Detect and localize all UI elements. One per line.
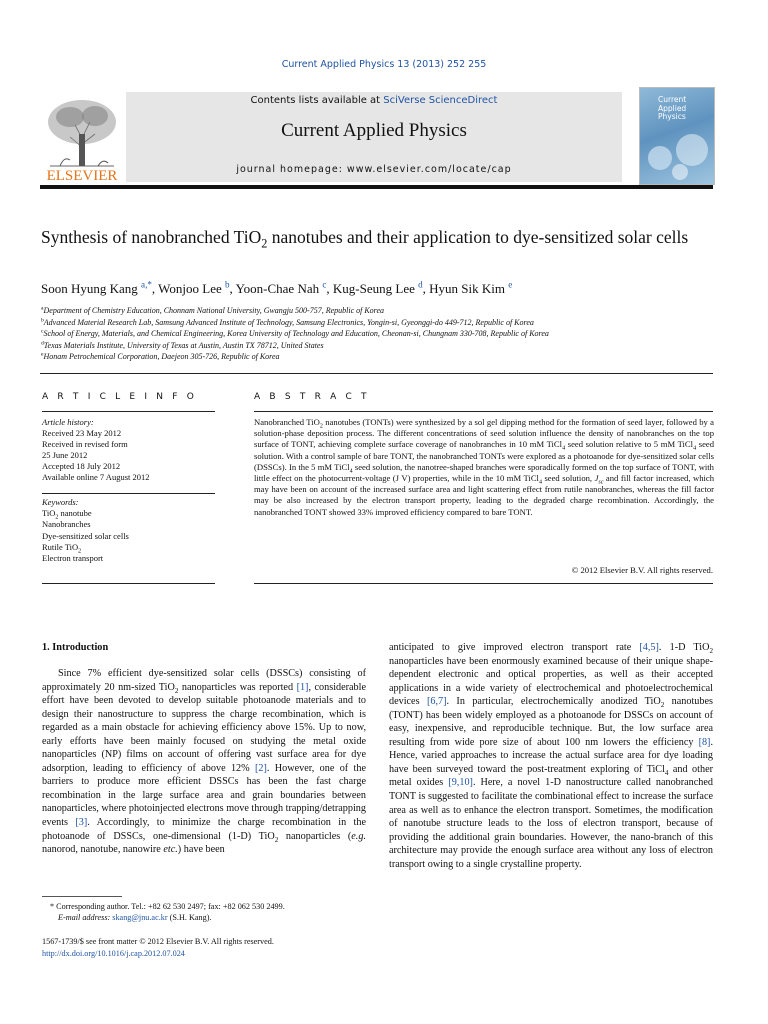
affiliation-mark: b (41, 316, 44, 323)
affiliation-mark: a (41, 305, 44, 312)
author-name: Kug-Seung Lee (332, 281, 415, 296)
issn-line: 1567-1739/$ see front matter © 2012 Elsevier B.V. All rights reserved. (42, 937, 274, 946)
author-affiliation-mark[interactable]: b (224, 279, 230, 290)
body-text-right-column: anticipated to give improved electron transport rate [4,5]. 1-D TiO$_2$ nanoparticles have been enormously examined because of their unique shape-dependent electronic and optical properties, as well as their accepted applications in a wide variety of electrochemical and photoelectrochemical devices [6,7]. In particular, electrochemically anodized TiO$_2$ nanotubes (TONT) has been widely employed as a photoanode for DSSCs on account of easy, inexpensive, and reproducible technique. But, the low surface area resulting from wide pore size of about 100 nm lowers the efficiency [8]. Hence, varied approaches to increase the actual surface area for dye loading have been surveyed toward the post-treatment exploring of TiCl$_4$ and other metal oxides [9,10]. Here, a novel 1-D nanostructure called nanobranched TONT is suggested to facilitate the combinational effect to increase the surface area as well as to enhance the electron transport. Sometimes, the modification of nanotube structure leads to the loss of electron transport, because of providing the additional grain boundaries. However, the nano-branch of this architecture may provide the enough surface area without any loss of electron transport owing to a single crystalline property. (389, 642, 713, 870)
affiliation-mark: d (41, 340, 44, 347)
section-rule (40, 373, 713, 374)
keywords (42, 497, 217, 564)
citation-link[interactable]: [3] (75, 817, 88, 829)
affiliation (41, 305, 721, 317)
affiliation-text: Advanced Material Research Lab, Samsung Advanced Institute of Technology, Samsung Electronics, Yongin-si, Gyeonggi-do 449-712, Republic of Korea (43, 317, 534, 327)
elsevier-logo[interactable] (40, 92, 124, 182)
journal-banner (126, 92, 622, 182)
keyword: TiO$_2$ nanotube (42, 508, 92, 521)
journal-name: Current Applied Physics (281, 120, 467, 141)
abstract-heading: A B S T R A C T (254, 392, 370, 402)
history-item: Received in revised form (42, 439, 128, 449)
history-item: Available online 7 August 2012 (42, 472, 150, 482)
cover-title-line: Applied (658, 103, 687, 113)
header-rule (40, 185, 713, 189)
author-affiliation-mark[interactable]: c (322, 279, 327, 290)
article-info-end-rule (42, 583, 215, 584)
affiliation (41, 328, 721, 340)
article-title (41, 226, 721, 251)
journal-homepage[interactable]: journal homepage: www.elsevier.com/locate/cap (236, 164, 512, 175)
article-info-heading: A R T I C L E I N F O (42, 392, 198, 402)
publisher-wordmark: ELSEVIER (46, 168, 118, 182)
article-info-rule (42, 411, 215, 412)
affiliation-mark: c (41, 328, 44, 335)
affiliation-text: Honam Petrochemical Corporation, Daejeon 305-726, Republic of Korea (43, 352, 280, 362)
author-name: Hyun Sik Kim (429, 281, 505, 296)
citation-link[interactable]: [9,10] (448, 777, 473, 789)
publication-info (42, 936, 372, 960)
keywords-label: Keywords: (42, 497, 79, 507)
affiliations (41, 305, 721, 363)
affiliation-text: School of Energy, Materials, and Chemical Engineering, Korea University of Technology and Education, Cheonan-si, Chungnam 330-708, Republic of Korea (43, 329, 549, 339)
section-heading-introduction: 1. Introduction (42, 642, 109, 653)
cover-title-line: Current (658, 95, 687, 104)
cover-title-line: Physics (658, 112, 686, 121)
history-item: Received 23 May 2012 (42, 428, 122, 438)
author-name: Yoon-Chae Nah (235, 281, 320, 296)
history-label: Article history: (42, 417, 94, 427)
citation-link[interactable]: [6,7] (426, 696, 447, 708)
history-item: 25 June 2012 (42, 450, 88, 460)
author-affiliation-mark[interactable]: d (418, 279, 423, 290)
citation-link[interactable]: [2] (255, 762, 267, 774)
corresponding-author-footnote: * Corresponding author. Tel.: +82 62 530 2497; fax: +82 062 530 2499. E-mail address: skang@jnu.ac.kr (S.H. Kang). (50, 902, 285, 922)
author-affiliation-mark[interactable]: e (508, 279, 513, 290)
abstract-rule (254, 411, 713, 412)
affiliation-text: Department of Chemistry Education, Chonnam National University, Gwangju 500-757, Republic of Korea (43, 306, 385, 315)
affiliation (41, 317, 721, 329)
journal-cover-thumbnail[interactable] (639, 87, 715, 185)
article-info (42, 417, 217, 483)
title-text: Synthesis of nanobranched TiO (41, 227, 262, 247)
affiliation (41, 351, 721, 363)
author-email-link[interactable]: skang@jnu.ac.kr (112, 913, 168, 922)
cover-image-icon (640, 128, 714, 184)
keyword: Rutile TiO$_2$ (42, 541, 82, 555)
copyright-notice: © 2012 Elsevier B.V. All rights reserved. (571, 565, 713, 575)
affiliation-mark: e (41, 351, 44, 358)
contents-line (126, 95, 622, 106)
citation-link[interactable]: [4,5] (639, 642, 659, 653)
author-affiliation-mark[interactable]: a,* (141, 279, 152, 290)
keyword: Electron transport (42, 553, 104, 564)
author-list: Soon Hyung Kang $^{a,*}$, Wonjoo Lee $^b$, Yoon-Chae Nah $^c$, Kug-Seung Lee $^d$, Hyun Sik Kim $^e$ (41, 279, 513, 296)
author-name: Wonjoo Lee (158, 281, 222, 296)
abstract-end-rule (254, 583, 713, 584)
affiliation-text: Texas Materials Institute, University of Texas at Austin, Austin TX 78712, United States (43, 340, 324, 350)
cover-title (658, 96, 686, 122)
elsevier-tree-icon (40, 92, 124, 182)
history-item: Accepted 18 July 2012 (42, 461, 121, 471)
keyword: Nanobranches (42, 519, 91, 530)
keywords-rule (42, 493, 215, 494)
footnote-rule (42, 896, 122, 897)
citation-link[interactable]: [8] (698, 736, 711, 748)
author-name: Soon Hyung Kang (41, 281, 138, 296)
body-text-left-column: Since 7% efficient dye-sensitized solar cells (DSSCs) consisting of approximately 20 nm-sized TiO$_2$ nanoparticles was reported [1], considerable effort have been devoted to develop suitable photoanode materials and to design their nanostructure to suppress the charge recombination, which is regarded as a main obstacle for achieving efficiency above 15%. Up to now, early efforts have been mainly focused on studying the metal oxide nanoparticles (NP) films on account of offering vast surface area for dye adsorption, leading to efficiency of above 12% [2]. However, one of the barriers to produce more efficient DSSCs has been the fast charge recombination in the large surface area and grain boundaries between nanoparticles, where photoinjected electrons move through trapping/detrapping events [3]. Accordingly, to minimize the charge recombination in the photoanode of DSSCs, one-dimensional (1-D) TiO$_2$ nanoparticles (e.g. nanorod, nanotube, nanowire etc.) have been (42, 668, 367, 856)
doi-link[interactable]: http://dx.doi.org/10.1016/j.cap.2012.07.024 (42, 949, 185, 958)
title-subscript: 2 (261, 236, 268, 251)
title-text: nanotubes and their application to dye-sensitized solar cells (267, 227, 689, 247)
affiliation (41, 340, 721, 352)
keyword: Dye-sensitized solar cells (42, 530, 129, 541)
citation-link[interactable]: [1] (296, 681, 309, 693)
contents-prefix: Contents lists available at (250, 95, 384, 106)
sciencedirect-link[interactable]: SciVerse ScienceDirect (383, 95, 498, 106)
abstract-text: Nanobranched TiO$_2$ nanotubes (TONTs) were synthesized by a sol gel dipping method for the formation of seed layer, followed by a solution-phase deposition process. The different concentrations of seed solution influence the density of nanobranches on the top surface of TONT, achieving complete surface coverage of nanobranches in 10 mM TiCl$_4$ seed solution relative to 5 mM TiCl$_4$ seed solution. With a control sample of bare TONT, the nanobranched TONTs were explored as a photoanode for dye-sensitized solar cells (DSSCs). In the 5 mM TiCl$_4$ seed solution, the nanotree-shaped branches were sporadically formed on the top surface of TONT, with little effect on the photocurrent-voltage (J V) properties, while in the 10 mM TiCl$_4$ seed solution, $J_{sc}$ and fill factor increased, which may have been on account of the increased surface area and light scattering effect from rutile nanobranches, whereas the fill factor may be also increased by the electron transport property, leading to the degraded charge recombination. Accordingly, the nanobranched TONT showed 33% improved efficiency compared to bare TONT. (254, 417, 715, 517)
journal-reference[interactable]: Current Applied Physics 13 (2013) 252 255 (281, 59, 487, 70)
